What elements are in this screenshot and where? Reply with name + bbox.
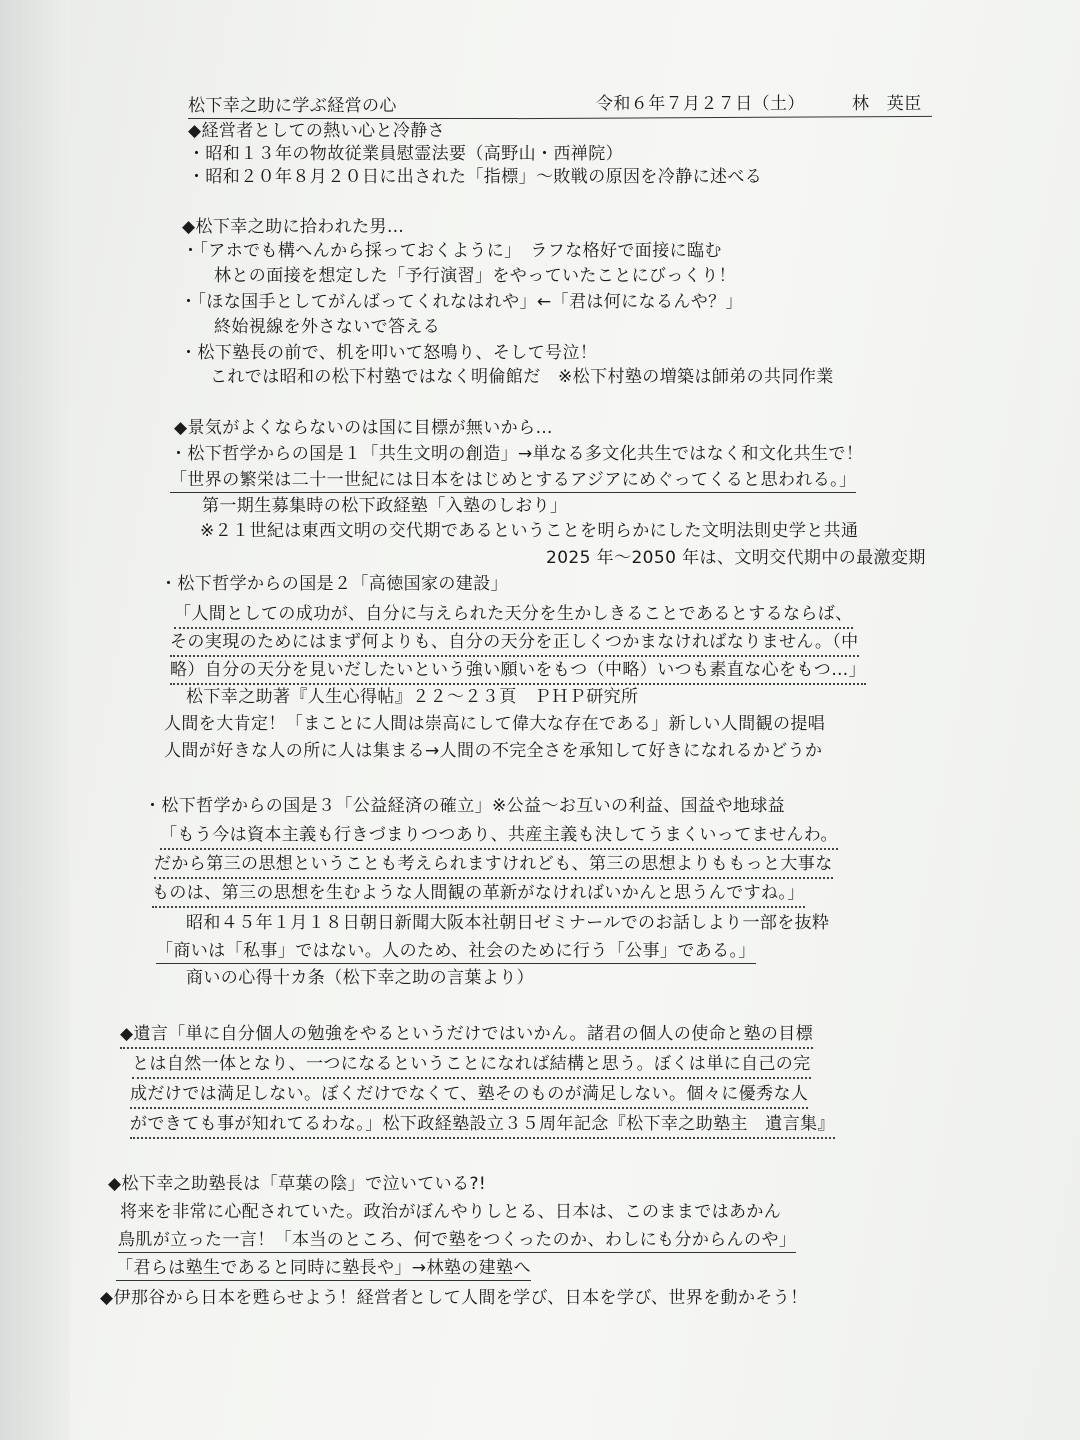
doc-line: ・昭和２０年８月２０日に出された「指標」～敗戦の原因を冷静に述べる <box>188 167 763 187</box>
doc-line: ◆景気がよくならないのは国に目標が無いから… <box>174 418 553 438</box>
doc-line: 略）自分の天分を見いだしたいという強い願いをもつ（中略）いつも素直な心をもつ…」 <box>170 659 866 685</box>
doc-line: 成だけでは満足しない。ぼくだけでなくて、塾そのものが満足しない。個々に優秀な人 <box>130 1083 808 1109</box>
doc-line: 「商いは「私事」ではない。人のため、社会のために行う「公事」である。」 <box>156 940 756 964</box>
doc-line: その実現のためにはまず何よりも、自分の天分を正しくつかまなければなりません。（中 <box>170 631 859 657</box>
doc-line: ・昭和１３年の物故従業員慰霊法要（高野山・西禅院） <box>188 144 623 164</box>
title-rule <box>518 116 932 119</box>
doc-line: だから第三の思想ということも考えられますけれども、第三の思想よりももっと大事な <box>154 853 833 879</box>
doc-line: ◆経営者としての熱い心と冷静さ <box>188 121 446 141</box>
doc-line: ができても事が知れてるわな。」松下政経塾設立３５周年記念『松下幸之助塾主 遺言集』 <box>130 1113 835 1139</box>
doc-line: 昭和４５年１月１８日朝日新聞大阪本社朝日ゼミナールでのお話しより一部を抜粋 <box>186 913 830 933</box>
doc-line: ものは、第三の思想を生むような人間観の革新がなければいかんと思うんですね。」 <box>152 882 805 908</box>
doc-line: ◆遺言「単に自分個人の勉強をやるというだけではいかん。諸君の個人の使命と塾の目標 <box>120 1023 813 1049</box>
doc-line: ◆松下幸之助に拾われた男… <box>182 217 405 237</box>
doc-line: ・「ほな国手としてがんばってくれなはれや」←「君は何になるんや？」 <box>180 292 743 312</box>
doc-line: 鳥肌が立った一言！「本当のところ、何で塾をつくったのか、わしにも分からんのや」 <box>118 1229 796 1253</box>
doc-line: 「君らは塾生であると同時に塾長や」→林塾の建塾へ <box>116 1257 531 1281</box>
doc-line: 2025 年～2050 年は、文明交代期中の最激変期 <box>546 548 926 568</box>
doc-line: とは自然一体となり、一つになるということになれば結構と思う。ぼくは単に自己の完 <box>132 1053 811 1079</box>
doc-line: 第一期生募集時の松下政経塾「入塾のしおり」 <box>202 496 568 516</box>
doc-line: 「世界の繁栄は二十一世紀には日本をはじめとするアジアにめぐってくると思われる。」 <box>170 469 856 493</box>
document-author: 林 英臣 <box>852 94 922 114</box>
doc-line: これでは昭和の松下村塾ではなく明倫館だ ※松下村塾の増築は師弟の共同作業 <box>210 367 834 387</box>
doc-line: ・松下哲学からの国是２「高徳国家の建設」 <box>160 574 508 594</box>
doc-line: 終始視線を外さないで答える <box>214 317 441 337</box>
doc-line: ・松下哲学からの国是３「公益経済の確立」※公益～お互いの利益、国益や地球益 <box>144 796 786 816</box>
doc-line: ※２１世紀は東西文明の交代期であるということを明らかにした文明法則史学と共通 <box>200 521 859 541</box>
doc-line: ・「アホでも構へんから採っておくように」 ラフな格好で面接に臨む <box>182 241 722 261</box>
doc-line: 人間を大肯定！「まことに人間は崇高にして偉大な存在である」新しい人間観の提唱 <box>164 714 826 734</box>
page-fold-shadow <box>0 0 70 1440</box>
doc-line: 「もう今は資本主義も行きづまりつつあり、共産主義も決してうまくいってませんわ。 <box>160 824 838 850</box>
doc-line: ◆松下幸之助塾長は「草葉の陰」で泣いている?! <box>108 1174 487 1194</box>
doc-line: ◆伊那谷から日本を甦らせよう！経営者として人間を学び、日本を学び、世界を動かそう！ <box>100 1288 808 1308</box>
document-title: 松下幸之助に学ぶ経営の心 <box>188 95 518 119</box>
doc-line: 商いの心得十カ条（松下幸之助の言葉より） <box>186 968 534 988</box>
doc-line: 林との面接を想定した「予行演習」をやっていたことにびっくり！ <box>214 266 736 286</box>
doc-line: ・松下塾長の前で、机を叩いて怒鳴り、そして号泣！ <box>180 343 598 363</box>
doc-line: 将来を非常に心配されていた。政治がぼんやりしとる、日本は、このままではあかん <box>120 1202 782 1222</box>
document-date: 令和６年７月２７日（土） <box>596 94 805 114</box>
doc-line: ・松下哲学からの国是１「共生文明の創造」→単なる多文化共生ではなく和文化共生で！ <box>170 444 864 464</box>
doc-line: 「人間としての成功が、自分に与えられた天分を生かしきることであるとするならば、 <box>174 603 853 629</box>
doc-line: 松下幸之助著『人生心得帖』２２～２３頁 ＰＨＰ研究所 <box>186 687 639 707</box>
doc-line: 人間が好きな人の所に人は集まる→人間の不完全さを承知して好きになれるかどうか <box>164 741 823 761</box>
